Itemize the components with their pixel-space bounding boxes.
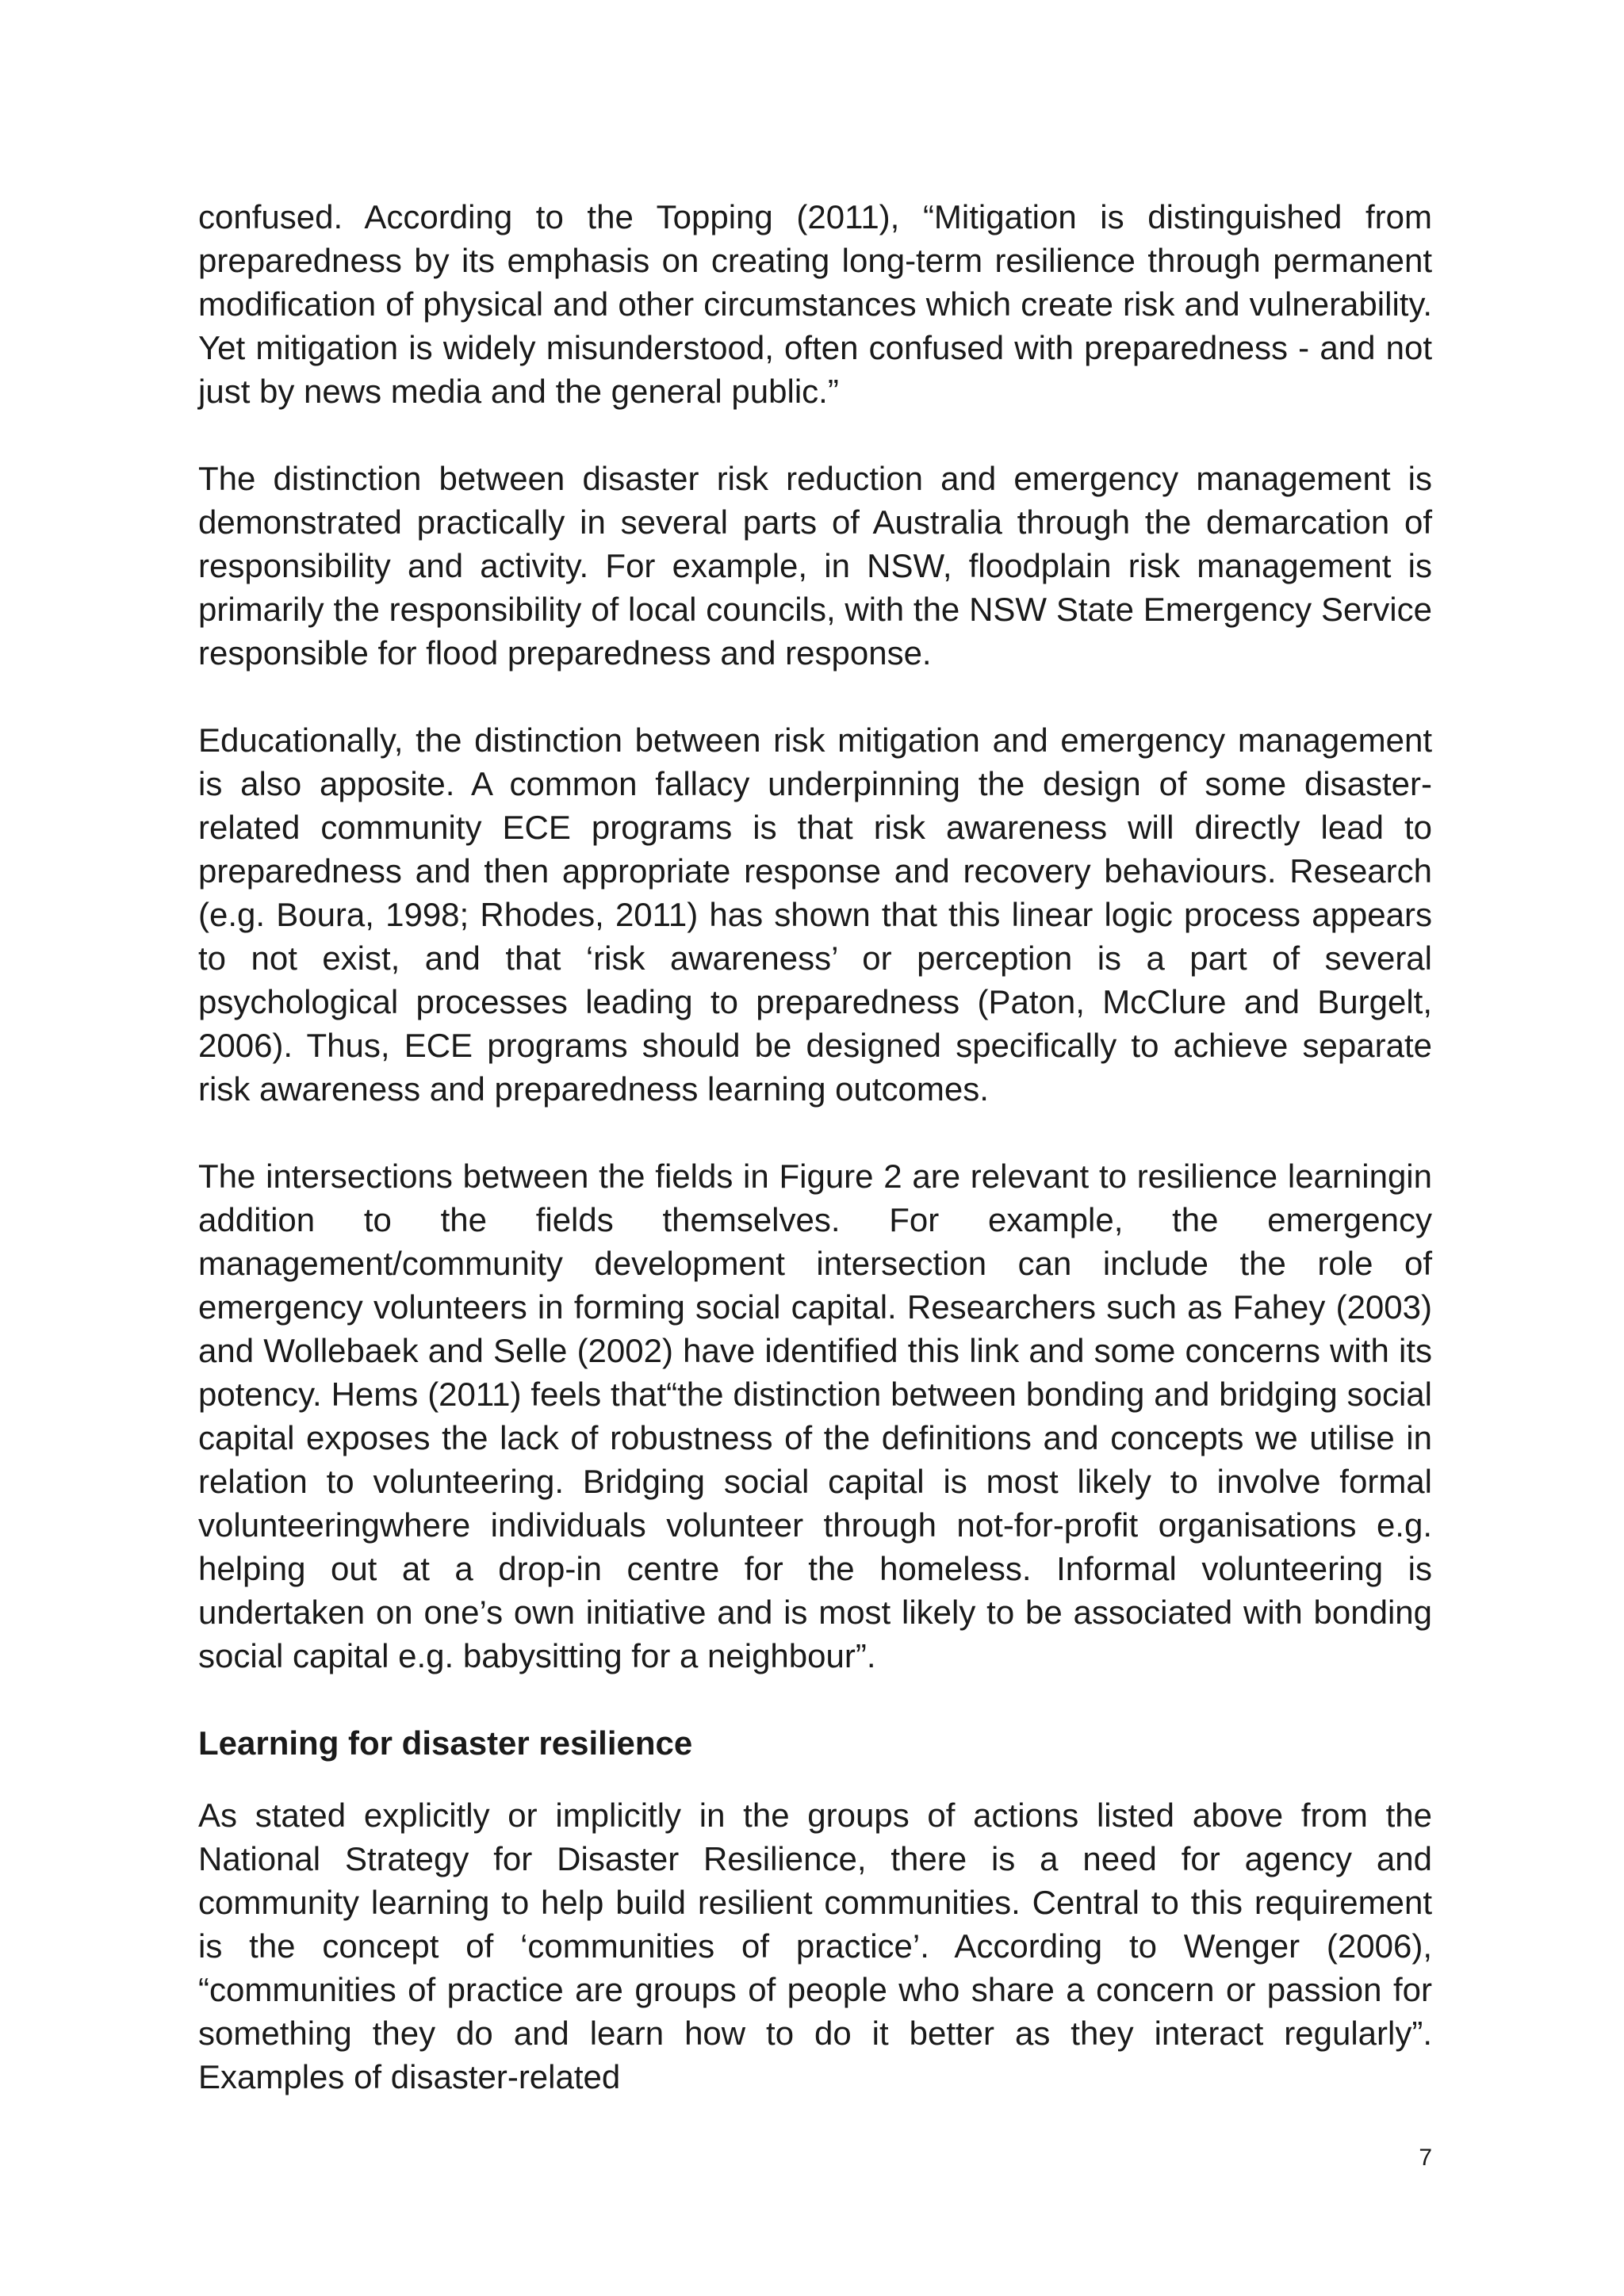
paragraph-communities-of-practice: As stated explicitly or implicitly in the groups of actions listed above from the National Strategy for Disaster Resilience, there is a need for agency and community learning to help build resilient communities. Central to this requirement is the concept of ‘communities of practice’. According to Wenger (2006), “communities of practice are groups of people who share a concern or passion for something they do and learn how to do it better as they interact regularly”. Examples of disaster-related [198,1797,1432,2095]
paragraph-drr-vs-em: The distinction between disaster risk reduction and emergency management is demonstrated practically in several parts of Australia through the demarcation of responsibility and activity. For example, in NSW, floodplain risk management is primarily the responsibility of local councils, with the NSW State Emergency Service responsible for flood preparedness and response. [198,460,1432,672]
page-number: 7 [1419,2145,1432,2171]
paragraph-mitigation-quote: confused. According to the Topping (2011), “Mitigation is distinguished from preparedness by its emphasis on creating long-term resilience through permanent modification of physical and other circumstances which create risk and vulnerability. Yet mitigation is widely misunderstood, often confused with preparedness - and not just by news media and the general public.” [198,198,1432,410]
body-text [198,195,1432,2099]
paragraph-educational-distinction: Educationally, the distinction between risk mitigation and emergency management is also apposite. A common fallacy underpinning the design of some disaster-related community ECE programs is that risk awareness will directly lead to preparedness and then appropriate response and recovery behaviours. Research (e.g. Boura, 1998; Rhodes, 2011) has shown that this linear logic process appears to not exist, and that ‘risk awareness’ or perception is a part of several psychological processes leading to preparedness (Paton, McClure and Burgelt, 2006). Thus, ECE programs should be designed specifically to achieve separate risk awareness and preparedness learning outcomes. [198,721,1432,1108]
section-heading: Learning for disaster resilience [198,1724,693,1762]
paragraph-intersections: The intersections between the fields in Figure 2 are relevant to resilience learningin addition to the fields themselves. For example, the emergency management/community development intersection can include the role of emergency volunteers in forming social capital. Researchers such as Fahey (2003) and Wollebaek and Selle (2002) have identified this link and some concerns with its potency. Hems (2011) feels that“the distinction between bonding and bridging social capital exposes the lack of robustness of the definitions and concepts we utilise in relation to volunteering. Bridging social capital is most likely to involve formal volunteeringwhere individuals volunteer through not-for-profit organisations e.g. helping out at a drop-in centre for the homeless. Informal volunteering is undertaken on one’s own initiative and is most likely to be associated with bonding social capital e.g. babysitting for a neighbour”. [198,1158,1432,1674]
